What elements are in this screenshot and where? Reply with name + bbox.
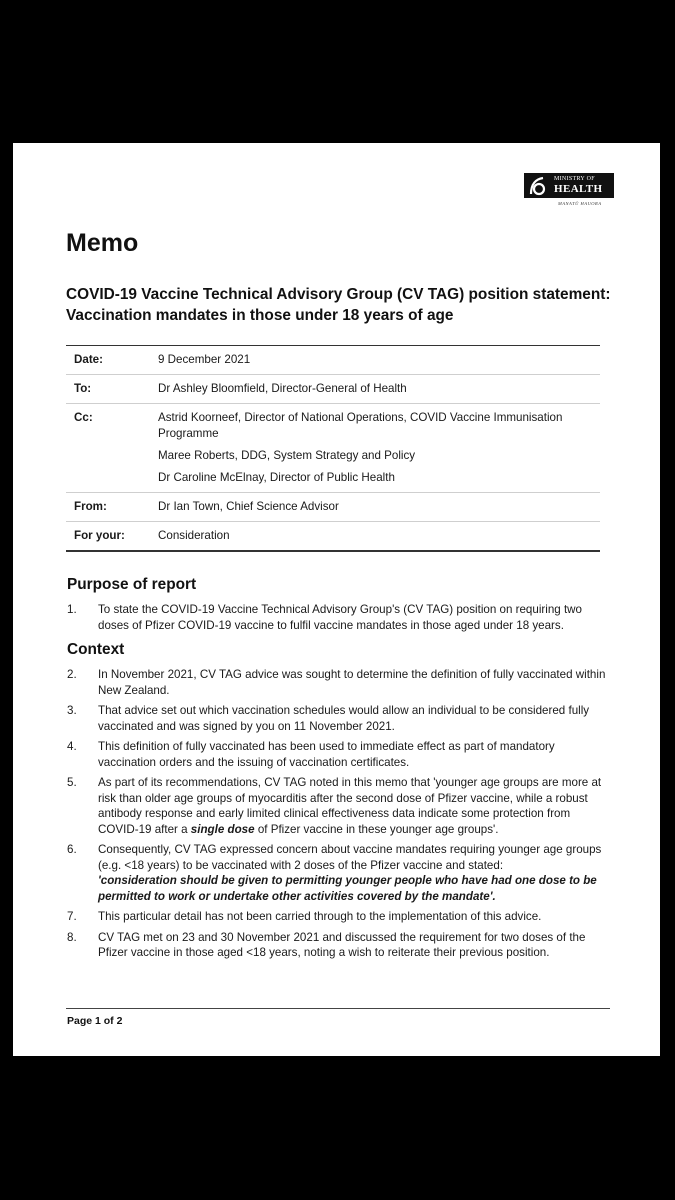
item-number: 8. [67, 930, 77, 944]
item-quote: 'consideration should be given to permitting younger people who have had one dose to be permitted to work or undertake other activities covered by the mandate'. [98, 874, 597, 903]
page-number: Page 1 of 2 [67, 1015, 123, 1027]
list-item [67, 842, 607, 904]
meta-label: To: [74, 382, 92, 395]
ministry-logo-icon [527, 175, 549, 197]
item-text: This definition of fully vaccinated has been used to immediate effect as part of mandatory vaccination orders and the issuing of vaccination certificates. [98, 740, 555, 769]
item-text: This particular detail has not been carried through to the implementation of this advice. [98, 910, 542, 923]
item-number: 2. [67, 668, 77, 681]
memo-metadata-table [66, 345, 600, 552]
meta-value: Consideration [158, 529, 230, 542]
list-item [67, 667, 607, 698]
memo-heading: Memo [66, 229, 139, 257]
cc-recipient: Maree Roberts, DDG, System Strategy and Policy [158, 449, 416, 462]
footer-divider [66, 1008, 610, 1009]
item-number: 3. [67, 704, 77, 717]
document-title: COVID-19 Vaccine Technical Advisory Group (CV TAG) position statement: Vaccination mandates in those under 18 years of age [66, 286, 611, 324]
logo-line-2: HEALTH [554, 183, 603, 195]
meta-label: Date: [74, 353, 103, 366]
meta-row-from [66, 493, 600, 522]
meta-label: For your: [74, 529, 125, 542]
purpose-list [67, 602, 607, 638]
item-text-part: As part of its recommendations, CV TAG noted in this memo that 'younger age groups are more at risk than older age groups of myocarditis after the second dose of Pfizer vaccine, while a robust antibody response and early limited clinical effectiveness data indicate some protection from COVID-19 after a [98, 776, 602, 836]
item-text-emphasis: single dose [190, 822, 255, 836]
meta-value: 9 December 2021 [158, 353, 251, 366]
meta-value: Dr Ashley Bloomfield, Director-General of Health [158, 382, 407, 395]
item-text: That advice set out which vaccination schedules would allow an individual to be considered fully vaccinated and was signed by you on 11 November 2021. [98, 704, 590, 733]
list-item [67, 909, 607, 925]
item-text: To state the COVID-19 Vaccine Technical Advisory Group's (CV TAG) position on requiring two doses of Pfizer COVID-19 vaccine to fulfil vaccine mandates in those aged under 18 years. [98, 603, 583, 632]
list-item [67, 703, 607, 734]
memo-page [13, 143, 660, 1056]
list-item [67, 602, 607, 633]
purpose-heading: Purpose of report [67, 576, 197, 593]
list-item [67, 930, 607, 961]
ministry-of-health-logo [524, 173, 619, 210]
meta-row-date [66, 346, 600, 375]
cc-recipient: Dr Caroline McElnay, Director of Public Health [158, 471, 395, 484]
item-text: CV TAG met on 23 and 30 November 2021 and discussed the requirement for two doses of the Pfizer vaccine in those aged <18 years, noting a wish to reiterate their previous position. [98, 930, 586, 959]
item-text [98, 842, 607, 904]
item-number: 5. [67, 776, 77, 789]
item-number: 6. [67, 843, 77, 856]
cc-recipient: Astrid Koorneef, Director of National Operations, COVID Vaccine Immunisation Programme [158, 411, 563, 440]
list-item [67, 739, 607, 770]
meta-row-to [66, 375, 600, 404]
item-number: 7. [67, 910, 77, 923]
meta-value: Dr Ian Town, Chief Science Advisor [158, 500, 339, 513]
meta-label: From: [74, 500, 107, 513]
context-heading: Context [67, 641, 125, 658]
item-number: 4. [67, 740, 77, 753]
context-list [67, 667, 607, 966]
list-item [67, 775, 607, 837]
logo-line-1: MINISTRY OF [554, 176, 595, 182]
meta-row-for-your [66, 522, 600, 552]
item-text-part: of Pfizer vaccine in these younger age groups'. [254, 822, 499, 836]
logo-line-3: MANATŪ HAUORA [558, 201, 602, 206]
item-number: 1. [67, 603, 77, 616]
item-text: In November 2021, CV TAG advice was sought to determine the definition of fully vaccinated within New Zealand. [98, 668, 606, 697]
meta-row-cc [66, 404, 600, 493]
meta-label: Cc: [74, 411, 93, 424]
meta-value [158, 404, 600, 492]
item-text [98, 775, 607, 837]
item-text-part: Consequently, CV TAG expressed concern about vaccine mandates requiring younger age groups (e.g. <18 years) to be vaccinated with 2 doses of the Pfizer vaccine and stated: [98, 843, 602, 872]
